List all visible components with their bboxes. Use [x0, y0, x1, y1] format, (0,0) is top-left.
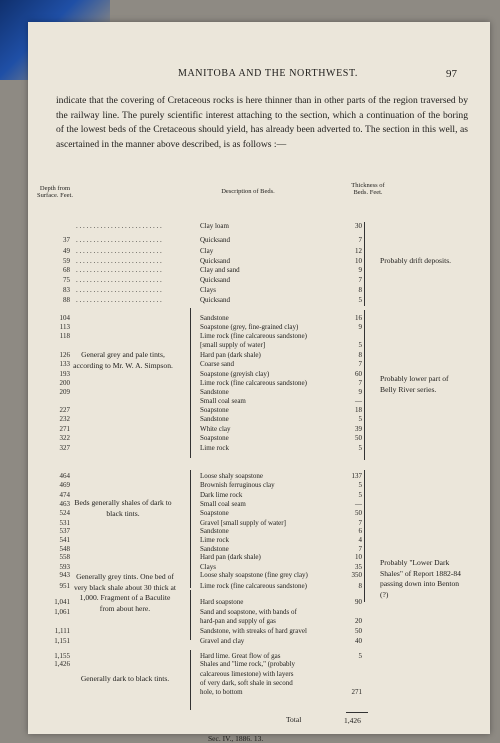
leader-dots: . . . . . . . . . . . . . . . . . . . . . . . . . [76, 257, 162, 265]
depth-cell: 68 [63, 266, 70, 274]
footer-signature: Sec. IV., 1886. 13. [208, 734, 264, 743]
thickness-cell: 271 [351, 688, 362, 696]
depth-cell: 548 [59, 545, 70, 553]
thickness-cell: 10 [355, 257, 362, 265]
page-number: 97 [446, 68, 457, 80]
description-cell: Loose shaly soapstone [200, 472, 263, 480]
depth-cell: 126 [59, 351, 70, 359]
thickness-cell: 7 [358, 236, 362, 244]
description-cell: Clay [200, 247, 214, 255]
thickness-cell: 16 [355, 314, 362, 322]
leader-dots: . . . . . . . . . . . . . . . . . . . . . . . . . [76, 296, 162, 304]
thickness-cell: — [355, 397, 362, 405]
document-page [28, 22, 490, 743]
description-cell: Soapstone (grey, fine-grained clay) [200, 323, 299, 331]
thickness-cell: 30 [355, 222, 362, 230]
brace-right-lower-dark [364, 470, 365, 602]
description-cell: Lime rock (fine calcareous sandstone) [200, 379, 307, 387]
thickness-cell: 6 [358, 527, 362, 535]
description-cell: Sandstone, with streaks of hard gravel [200, 627, 307, 635]
total-value: 1,426 [344, 716, 361, 725]
leader-dots: . . . . . . . . . . . . . . . . . . . . . . . . . [76, 247, 162, 255]
description-cell: Small coal seam [200, 500, 246, 508]
description-cell: Lime rock (fine calcareous sandstone) [200, 332, 307, 340]
description-cell: Sandstone [200, 527, 229, 535]
description-cell: Shales and "lime rock," (probably [200, 660, 295, 668]
thickness-cell: 8 [358, 286, 362, 294]
thickness-cell: 39 [355, 425, 362, 433]
description-cell: Loose shaly soapstone (fine grey clay) [200, 571, 308, 579]
depth-column-header: Depth from Surface. Feet. [37, 185, 73, 199]
depth-cell: 1,041 [54, 598, 70, 606]
thickness-cell: 5 [358, 444, 362, 452]
depth-cell: 49 [63, 247, 70, 255]
depth-cell: 232 [59, 415, 70, 423]
thickness-cell: 9 [358, 323, 362, 331]
description-cell: Sand and soapstone, with bands of [200, 608, 297, 616]
description-cell: Sandstone [200, 388, 229, 396]
thickness-cell: 7 [358, 276, 362, 284]
depth-cell: 209 [59, 388, 70, 396]
description-cell: Hard lime. Great flow of gas [200, 652, 281, 660]
description-cell: Gravel [small supply of water] [200, 519, 286, 527]
comment-belly-river: Probably lower part of Belly River series. [380, 374, 449, 394]
description-cell: Dark lime rock [200, 491, 243, 499]
description-cell: Brownish ferruginous clay [200, 481, 275, 489]
description-cell: calcareous limestone) with layers [200, 670, 294, 678]
depth-cell: 463 [59, 500, 70, 508]
thickness-cell: 60 [355, 370, 362, 378]
description-cell: hole, to bottom [200, 688, 243, 696]
description-cell: [small supply of water] [200, 341, 266, 349]
thickness-cell: 40 [355, 637, 362, 645]
depth-cell: 951 [59, 582, 70, 590]
comment-drift: Probably drift deposits. [380, 256, 452, 265]
thickness-cell: 9 [358, 388, 362, 396]
thickness-cell: 7 [358, 379, 362, 387]
description-cell: of very dark, soft shale in second [200, 679, 293, 687]
brace-left-group-1 [190, 308, 191, 458]
thickness-cell: 50 [355, 627, 362, 635]
description-cell: Hard soapstone [200, 598, 244, 606]
thickness-cell: 9 [358, 266, 362, 274]
brace-left-group-3 [190, 590, 191, 640]
thickness-cell: 350 [351, 571, 362, 579]
total-label: Total [286, 715, 302, 724]
description-cell: Sandstone [200, 545, 229, 553]
description-cell: Soapstone (greyish clay) [200, 370, 270, 378]
thickness-cell: 5 [358, 491, 362, 499]
depth-cell: 271 [59, 425, 70, 433]
description-cell: Soapstone [200, 509, 229, 517]
sum-rule [346, 712, 368, 713]
description-column-header: Description of Beds. [221, 188, 275, 195]
description-cell: Soapstone [200, 406, 229, 414]
leader-dots: . . . . . . . . . . . . . . . . . . . . . . . . . [76, 266, 162, 274]
comment-lower-dark-shales: Probably "Lower Dark Shales" of Report 1882-84 passing down into Benton (?) [380, 558, 461, 599]
leader-dots: . . . . . . . . . . . . . . . . . . . . . . . . . [76, 222, 162, 230]
brace-left-group-4 [190, 650, 191, 710]
leader-dots: . . . . . . . . . . . . . . . . . . . . . . . . . [76, 286, 162, 294]
thickness-cell: 8 [358, 351, 362, 359]
thickness-cell: — [355, 500, 362, 508]
depth-cell: 113 [59, 323, 70, 331]
depth-cell: 193 [59, 370, 70, 378]
depth-cell: 464 [59, 472, 70, 480]
depth-cell: 322 [59, 434, 70, 442]
thickness-cell: 50 [355, 509, 362, 517]
description-cell: Hard pan (dark shale) [200, 351, 261, 359]
description-cell: Clay loam [200, 222, 229, 230]
depth-cell: 531 [59, 519, 70, 527]
depth-cell: 118 [59, 332, 70, 340]
description-cell: Quicksand [200, 257, 230, 265]
depth-cell: 474 [59, 491, 70, 499]
depth-cell: 1,061 [54, 608, 70, 616]
description-cell: Small coal seam [200, 397, 246, 405]
thickness-cell: 137 [351, 472, 362, 480]
description-cell: Soapstone [200, 434, 229, 442]
depth-cell: 59 [63, 257, 70, 265]
depth-cell: 104 [59, 314, 70, 322]
depth-cell: 1,151 [54, 637, 70, 645]
depth-cell: 524 [59, 509, 70, 517]
description-cell: White clay [200, 425, 231, 433]
description-cell: hard-pan and supply of gas [200, 617, 276, 625]
description-cell: Clays [200, 563, 216, 571]
thickness-cell: 50 [355, 434, 362, 442]
depth-cell: 537 [59, 527, 70, 535]
thickness-cell: 8 [358, 582, 362, 590]
leader-dots: . . . . . . . . . . . . . . . . . . . . . . . . . [76, 276, 162, 284]
thickness-cell: 4 [358, 536, 362, 544]
depth-cell: 200 [59, 379, 70, 387]
description-cell: Hard pan (dark shale) [200, 553, 261, 561]
description-cell: Clay and sand [200, 266, 240, 274]
description-cell: Quicksand [200, 276, 230, 284]
thickness-cell: 20 [355, 617, 362, 625]
thickness-cell: 7 [358, 519, 362, 527]
depth-cell: 593 [59, 563, 70, 571]
group-note-1: General grey and pale tints, according to Mr. W. A. Simpson. [73, 350, 173, 370]
thickness-cell: 5 [358, 652, 362, 660]
depth-cell: 469 [59, 481, 70, 489]
thickness-cell: 10 [355, 553, 362, 561]
depth-cell: 37 [63, 236, 70, 244]
group-note-4: Generally dark to black tints. [80, 674, 170, 683]
description-cell: Gravel and clay [200, 637, 245, 645]
thickness-cell: 5 [358, 481, 362, 489]
thickness-cell: 7 [358, 360, 362, 368]
depth-cell: 133 [59, 360, 70, 368]
brace-right-belly-river [364, 310, 365, 460]
depth-cell: 75 [63, 276, 70, 284]
description-cell: Sandstone [200, 415, 229, 423]
depth-cell: 1,155 [54, 652, 70, 660]
description-cell: Quicksand [200, 236, 230, 244]
group-note-2: Beds generally shales of dark to black tints. [74, 498, 172, 518]
brace-right-drift [364, 222, 365, 306]
depth-cell: 541 [59, 536, 70, 544]
leader-dots: . . . . . . . . . . . . . . . . . . . . . . . . . [76, 236, 162, 244]
depth-cell: 558 [59, 553, 70, 561]
depth-cell: 1,111 [54, 627, 70, 635]
depth-cell: 943 [59, 571, 70, 579]
thickness-cell: 7 [358, 545, 362, 553]
brace-left-group-2 [190, 470, 191, 588]
thickness-cell: 5 [358, 296, 362, 304]
depth-cell: 83 [63, 286, 70, 294]
thickness-cell: 18 [355, 406, 362, 414]
thickness-cell: 12 [355, 247, 362, 255]
description-cell: Lime rock [200, 536, 229, 544]
description-cell: Sandstone [200, 314, 229, 322]
intro-paragraph: indicate that the covering of Cretaceous rocks is here thinner than in other parts of the region traversed by the railway line. The purely scientific interest attaching to the section, which a continuation of the boring of the lowest beds of the Cretaceous should yield, has already been adverted to. The section in this well, as ascertained in the manner above described, is as follows :— [56, 95, 468, 150]
page-heading: MANITOBA AND THE NORTHWEST. [177, 68, 359, 79]
thickness-cell: 90 [355, 598, 362, 606]
depth-cell: 227 [59, 406, 70, 414]
thickness-cell: 35 [355, 563, 362, 571]
description-cell: Coarse sand [200, 360, 235, 368]
depth-cell: 88 [63, 296, 70, 304]
description-cell: Lime rock [200, 444, 229, 452]
description-cell: Quicksand [200, 296, 230, 304]
description-cell: Clays [200, 286, 216, 294]
thickness-column-header: Thickness of Beds. Feet. [351, 182, 385, 196]
thickness-cell: 5 [358, 415, 362, 423]
thickness-cell: 5 [358, 341, 362, 349]
description-cell: Lime rock (fine calcareous sandstone) [200, 582, 307, 590]
group-note-3: Generally grey tints. One bed of very black shale about 30 thick at 1,000. Fragment of a Baculite from about here. [73, 572, 177, 613]
depth-cell: 327 [59, 444, 70, 452]
depth-cell: 1,426 [54, 660, 70, 668]
